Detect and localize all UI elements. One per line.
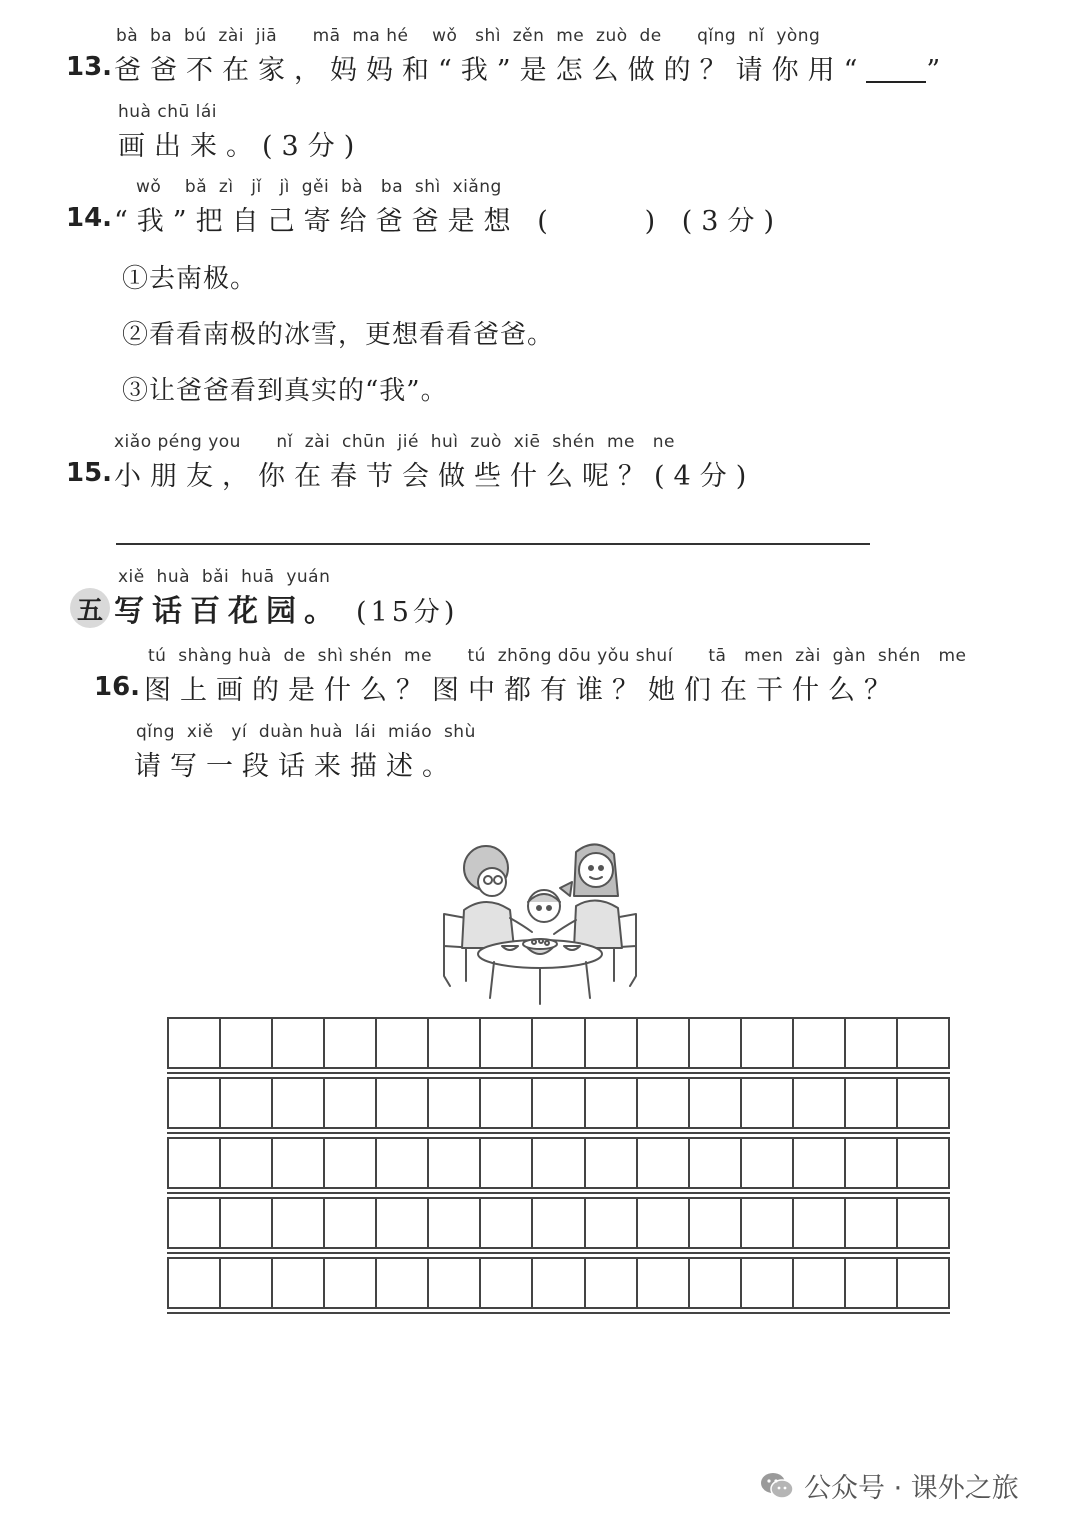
grid-cell[interactable] [481,1019,533,1067]
grid-cell[interactable] [586,1079,638,1127]
grid-row [167,1017,950,1069]
grid-cell[interactable] [429,1139,481,1187]
q16-pinyin-line1: tú shàng huà de shì shén me tú zhōng dōu yǒu shuí tā men zài gàn shén me [148,646,967,666]
grid-cell[interactable] [533,1079,585,1127]
grid-cell[interactable] [742,1019,794,1067]
grid-cell[interactable] [273,1079,325,1127]
grid-cell[interactable] [377,1079,429,1127]
q13-text-line1 [114,48,949,87]
grid-cell[interactable] [638,1259,690,1307]
grid-cell[interactable] [221,1139,273,1187]
grid-cell[interactable] [586,1259,638,1307]
grid-cell[interactable] [273,1199,325,1247]
grid-cell[interactable] [690,1259,742,1307]
q14-number: 14. [66,203,113,233]
grid-cell[interactable] [690,1019,742,1067]
grid-cell[interactable] [638,1139,690,1187]
grid-cell[interactable] [377,1199,429,1247]
q15-text: 小朋友，你在春节会做些什么呢？(4分) [114,461,756,492]
grid-row [167,1257,950,1309]
grid-cell[interactable] [846,1199,898,1247]
grid-cell[interactable] [377,1139,429,1187]
section5-badge: 五 [70,588,110,628]
grid-cell[interactable] [794,1019,846,1067]
grid-cell[interactable] [429,1079,481,1127]
grid-row [167,1137,950,1189]
grid-cell[interactable] [533,1019,585,1067]
grid-cell[interactable] [638,1199,690,1247]
grid-cell[interactable] [169,1139,221,1187]
grid-cell[interactable] [325,1079,377,1127]
grid-row [167,1197,950,1249]
grid-cell[interactable] [586,1199,638,1247]
grid-cell[interactable] [690,1139,742,1187]
section5-pinyin: xiě huà bǎi huā yuán [118,567,331,587]
grid-cell[interactable] [169,1259,221,1307]
q13-pinyin-line2: huà chū lái [118,102,218,122]
grid-cell[interactable] [429,1199,481,1247]
grid-cell[interactable] [273,1259,325,1307]
grid-cell[interactable] [846,1259,898,1307]
section5-score: (15分) [356,597,459,628]
grid-cell[interactable] [690,1199,742,1247]
grid-cell[interactable] [742,1139,794,1187]
grid-cell[interactable] [377,1019,429,1067]
grid-cell[interactable] [794,1079,846,1127]
q14-option-3[interactable]: ③让爸爸看到真实的“我”。 [122,376,448,406]
grid-cell[interactable] [169,1079,221,1127]
grid-cell[interactable] [533,1259,585,1307]
grid-cell[interactable] [533,1139,585,1187]
grid-cell[interactable] [690,1079,742,1127]
grid-cell[interactable] [638,1079,690,1127]
grid-cell[interactable] [325,1259,377,1307]
grid-separator [167,1132,950,1134]
q13-pinyin-line1: bà ba bú zài jiā mā ma hé wǒ shì zěn me zuò de qǐng nǐ yòng [116,26,821,46]
q15-number: 15. [66,458,113,488]
q13-text-end: ” [926,55,950,86]
wechat-icon [760,1471,794,1501]
grid-cell[interactable] [898,1079,948,1127]
section5-title: 写话百花园。 [114,594,342,629]
grid-cell[interactable] [273,1019,325,1067]
grid-cell[interactable] [898,1019,948,1067]
grid-cell[interactable] [846,1019,898,1067]
q16-text-line2: 请写一段话来描述。 [134,751,458,782]
grid-cell[interactable] [794,1259,846,1307]
q14-pinyin: wǒ bǎ zì jǐ jì gěi bà ba shì xiǎng [136,177,502,197]
grid-cell[interactable] [846,1139,898,1187]
grid-cell[interactable] [481,1139,533,1187]
grid-cell[interactable] [481,1199,533,1247]
grid-cell[interactable] [481,1259,533,1307]
grid-cell[interactable] [586,1019,638,1067]
grid-row [167,1077,950,1129]
grid-cell[interactable] [325,1199,377,1247]
grid-separator [167,1072,950,1074]
grid-cell[interactable] [325,1019,377,1067]
grid-cell[interactable] [794,1199,846,1247]
grid-cell[interactable] [273,1139,325,1187]
q14-option-2[interactable]: ②看看南极的冰雪，更想看看爸爸。 [122,320,555,350]
grid-cell[interactable] [429,1019,481,1067]
q15-answer-line[interactable] [116,543,870,545]
grid-cell[interactable] [325,1139,377,1187]
grid-cell[interactable] [794,1139,846,1187]
grid-cell[interactable] [221,1079,273,1127]
grid-cell[interactable] [742,1079,794,1127]
grid-cell[interactable] [898,1139,948,1187]
grid-cell[interactable] [221,1259,273,1307]
family-table-illustration [436,836,646,1006]
q13-blank[interactable] [866,61,926,83]
grid-cell[interactable] [481,1079,533,1127]
grid-cell[interactable] [221,1019,273,1067]
q13-text-main: 爸爸不在家，妈妈和“我”是怎么做的？请你用“ [114,55,867,86]
grid-cell[interactable] [377,1259,429,1307]
grid-cell[interactable] [429,1259,481,1307]
grid-cell[interactable] [846,1079,898,1127]
grid-cell[interactable] [898,1199,948,1247]
q16-number: 16. [94,672,141,702]
grid-separator [167,1192,950,1194]
watermark [760,1466,1019,1505]
grid-cell[interactable] [742,1259,794,1307]
watermark-text: 公众号 · 课外之旅 [804,1473,1019,1504]
q13-text-line2: 画出来。(3分) [118,131,364,162]
q14-option-1[interactable]: ①去南极。 [122,264,258,294]
grid-cell[interactable] [742,1199,794,1247]
grid-separator [167,1252,950,1254]
grid-cell[interactable] [221,1199,273,1247]
grid-cell[interactable] [638,1019,690,1067]
grid-cell[interactable] [533,1199,585,1247]
q16-text-line1: 图上画的是什么？图中都有谁？她们在干什么？ [144,675,900,706]
grid-cell[interactable] [898,1259,948,1307]
q13-number: 13. [66,52,113,82]
grid-cell[interactable] [169,1019,221,1067]
q15-pinyin: xiǎo péng you nǐ zài chūn jié huì zuò xiē shén me ne [114,432,675,452]
grid-separator [167,1312,950,1314]
grid-cell[interactable] [169,1199,221,1247]
grid-cell[interactable] [586,1139,638,1187]
q16-pinyin-line2: qǐng xiě yí duàn huà lái miáo shù [136,722,476,742]
q14-text: “我”把自己寄给爸爸是想 ( ) (3分) [114,206,783,237]
